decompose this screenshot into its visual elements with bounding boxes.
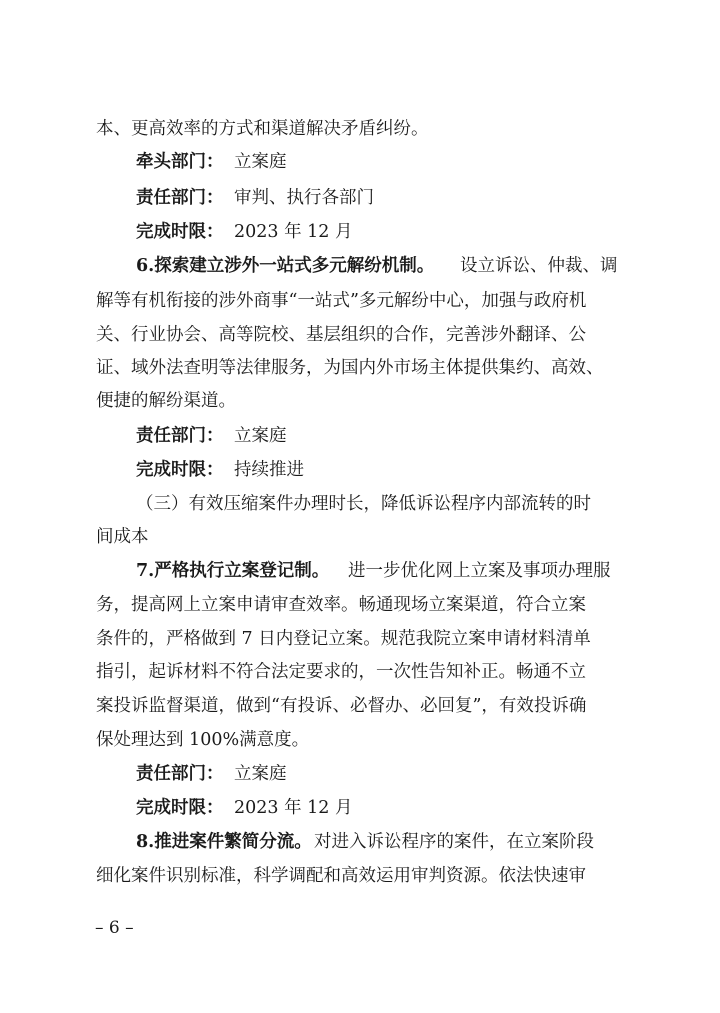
page-number: – 6 – xyxy=(95,918,134,938)
text-line: 关、行业协会、高等院校、基层组织的合作，完善涉外翻译、公 xyxy=(96,325,586,345)
deadline-label: 完成时限： xyxy=(136,460,224,480)
text-line: 案投诉监督渠道，做到“有投诉、必督办、必回复”，有效投诉确 xyxy=(96,696,587,716)
item7-title: 7.严格执行立案登记制。 xyxy=(136,561,330,581)
deadline-value: 2023 年 12 月 xyxy=(234,222,353,242)
resp-dept-value: 立案庭 xyxy=(234,764,287,784)
resp-dept-label: 责任部门： xyxy=(136,426,224,446)
text-line: 进一步优化网上立案及事项办理服 xyxy=(348,561,611,581)
text-line: 对进入诉讼程序的案件，在立案阶段 xyxy=(314,832,594,852)
text-line: 指引，起诉材料不符合法定要求的，一次性告知补正。畅通不立 xyxy=(96,662,586,682)
section-heading: （三）有效压缩案件办理时长，降低诉讼程序内部流转的时 xyxy=(136,494,591,514)
deadline-label: 完成时限： xyxy=(136,222,224,242)
text-line: 设立诉讼、仲裁、调 xyxy=(460,256,618,276)
section-heading-cont: 间成本 xyxy=(96,527,149,547)
resp-dept-label: 责任部门： xyxy=(136,764,224,784)
lead-dept-value: 立案庭 xyxy=(234,152,287,172)
item6-title: 6.探索建立涉外一站式多元解纷机制。 xyxy=(136,256,435,276)
text-line: 证、域外法查明等法律服务，为国内外市场主体提供集约、高效、 xyxy=(96,358,604,378)
text-line: 便捷的解纷渠道。 xyxy=(96,391,236,411)
resp-dept-value: 审判、执行各部门 xyxy=(234,188,374,208)
deadline-value: 2023 年 12 月 xyxy=(234,798,353,818)
resp-dept-value: 立案庭 xyxy=(234,426,287,446)
deadline-label: 完成时限： xyxy=(136,798,224,818)
lead-dept-row xyxy=(0,142,720,182)
lead-dept-label: 牵头部门： xyxy=(136,152,224,172)
item6-line xyxy=(0,381,720,421)
text-line: 务，提高网上立案申请审查效率。畅通现场立案渠道，符合立案 xyxy=(96,595,586,615)
deadline-value: 持续推进 xyxy=(234,460,304,480)
item8-line xyxy=(0,856,720,896)
text-line: 细化案件识别标准，科学调配和高效运用审判资源。依法快速审 xyxy=(96,866,586,886)
text-line: 本、更高效率的方式和渠道解决矛盾纠纷。 xyxy=(96,119,429,139)
resp-dept-label: 责任部门： xyxy=(136,188,224,208)
item6-first-line xyxy=(0,246,720,286)
text-line: 条件的，严格做到 7 日内登记立案。规范我院立案申请材料清单 xyxy=(96,629,591,649)
text-line: 保处理达到 100%满意度。 xyxy=(96,730,310,750)
text-line: 解等有机衔接的涉外商事“一站式”多元解纷中心，加强与政府机 xyxy=(96,291,587,311)
item8-title: 8.推进案件繁简分流。 xyxy=(136,832,312,852)
